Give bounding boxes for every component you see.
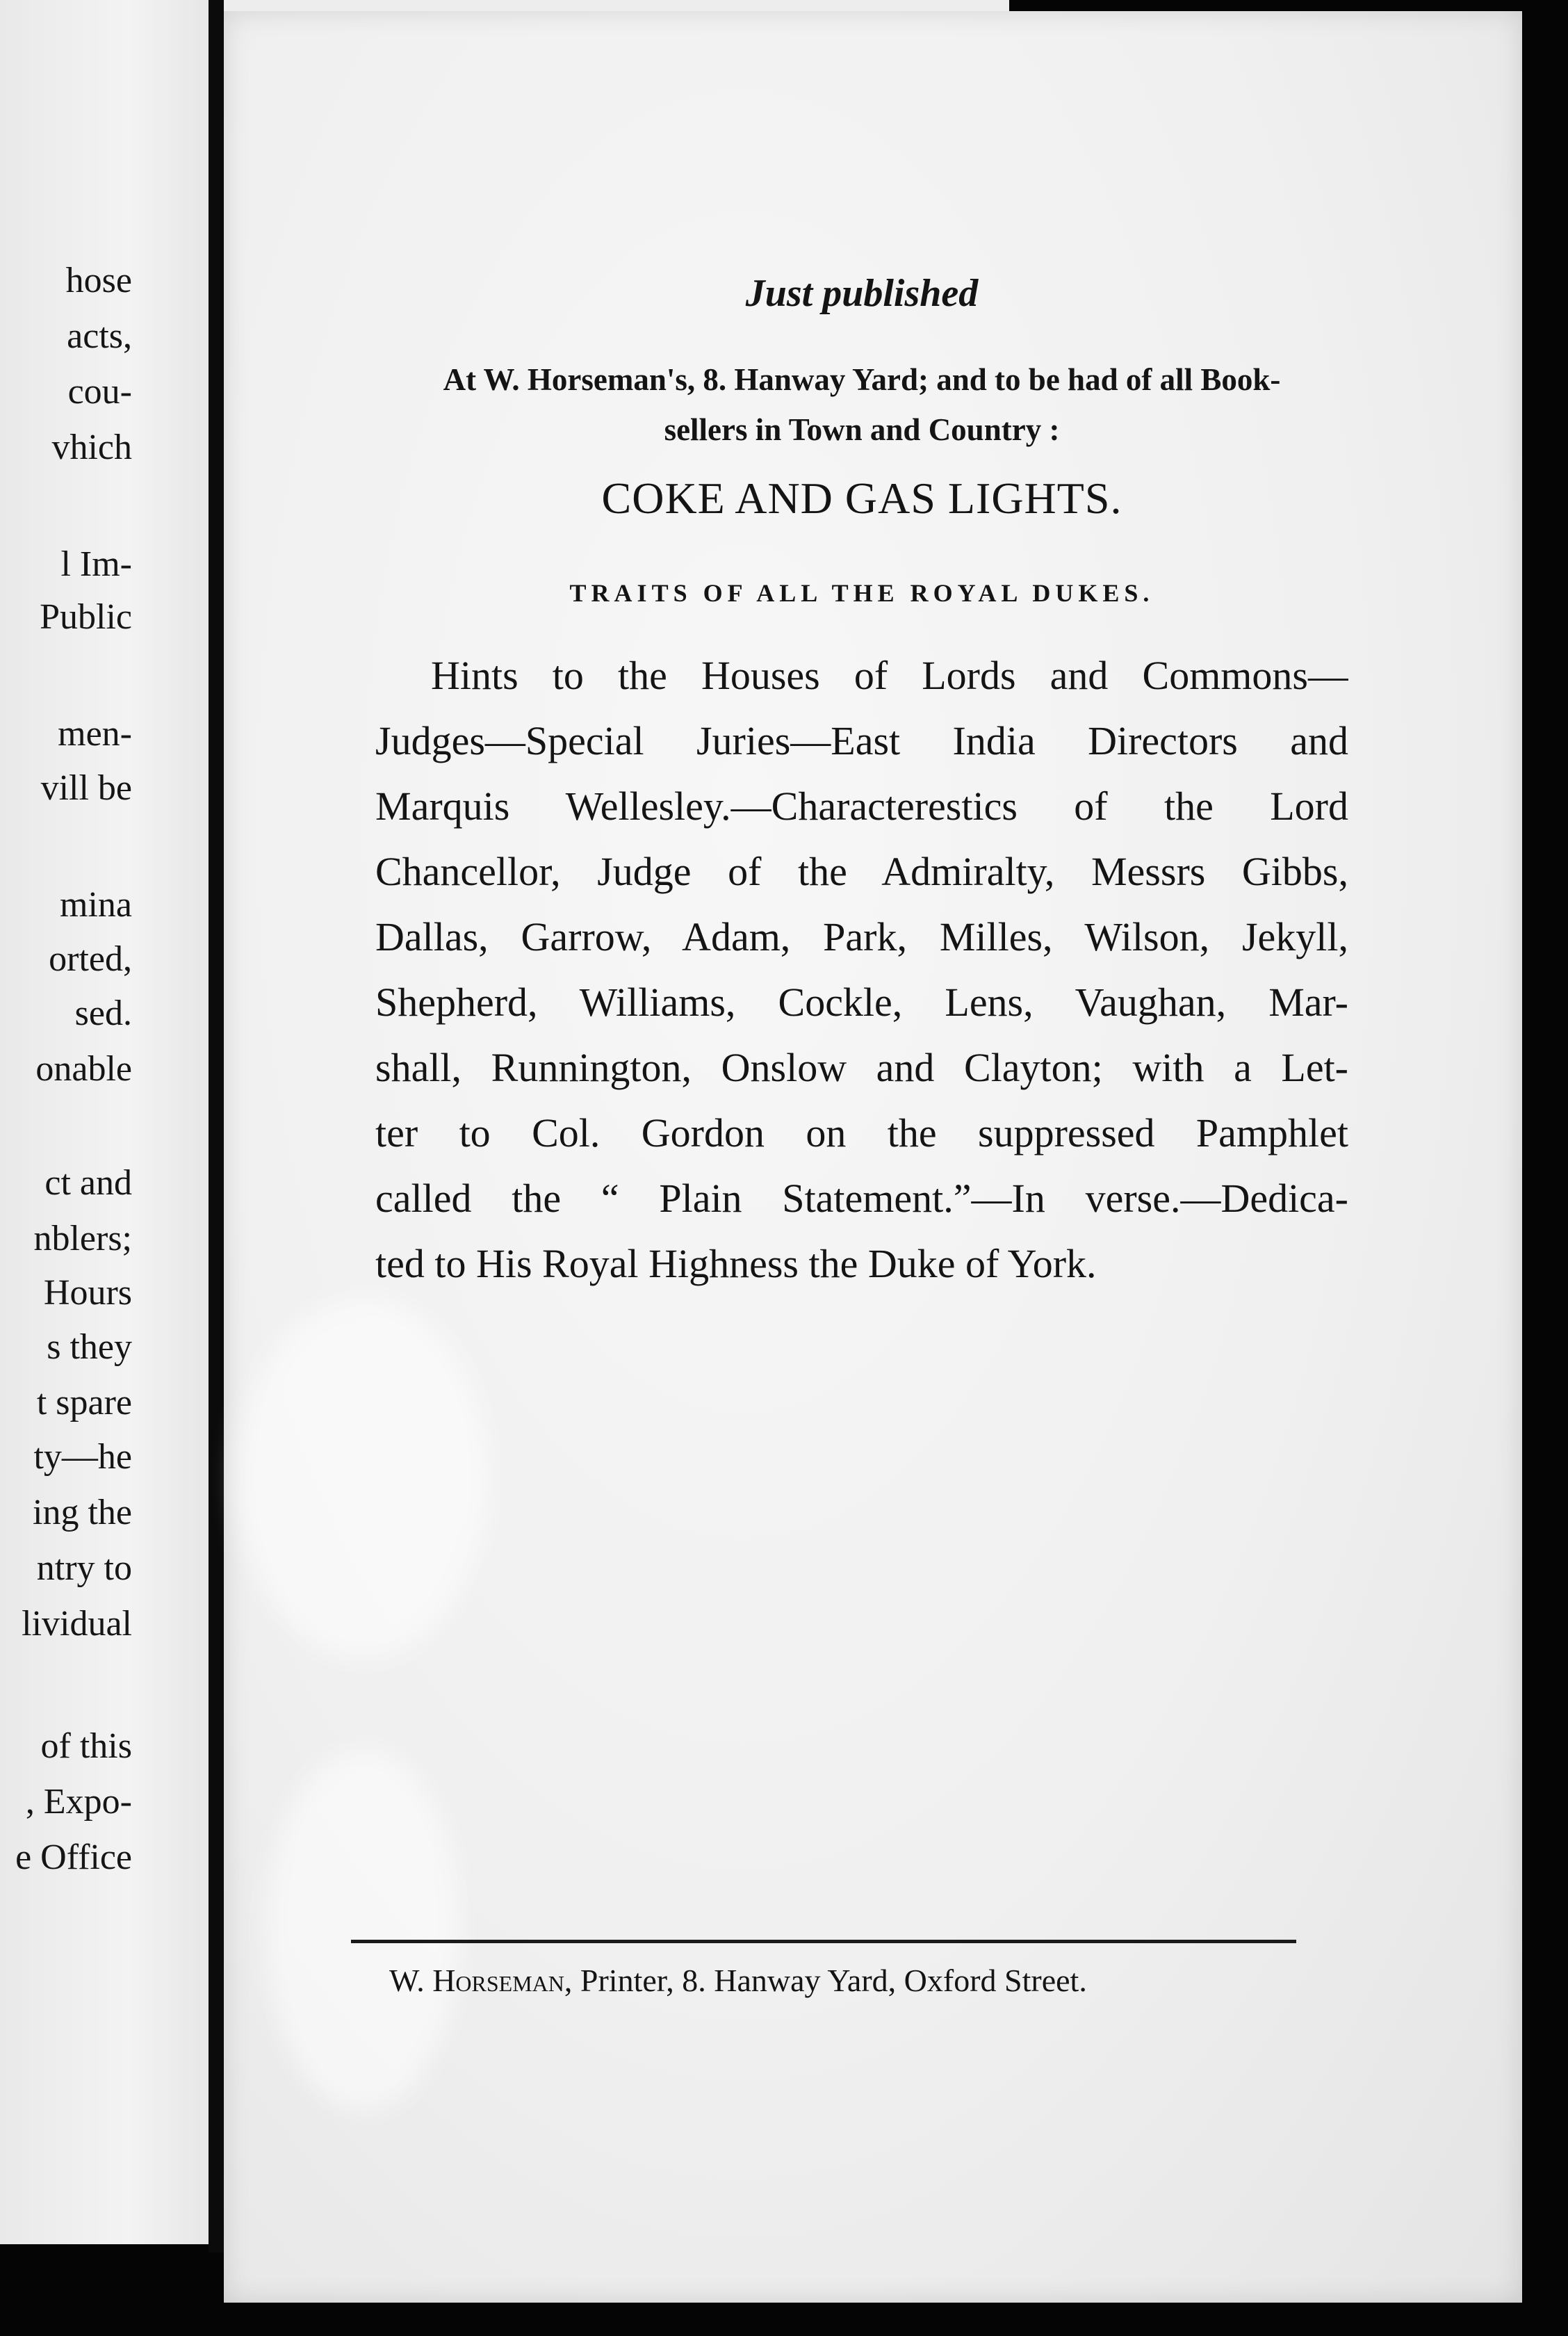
- facing-line: of this: [40, 1726, 132, 1766]
- description-line: Shepherd, Williams, Cockle, Lens, Vaughan, Mar-: [375, 980, 1348, 1025]
- facing-page: [0, 0, 214, 2244]
- facing-line: sed.: [74, 993, 132, 1033]
- facing-line: e Office: [15, 1838, 132, 1877]
- scan-border: [1522, 0, 1568, 2336]
- facing-line: ct and: [44, 1163, 132, 1203]
- printer-address: Printer, 8. Hanway Yard, Oxford Street.: [580, 1963, 1087, 1998]
- imprint-line: At W. Horseman's, 8. Hanway Yard; and to be had of all Book-: [443, 362, 1281, 397]
- facing-line: , Expo-: [25, 1782, 132, 1822]
- facing-line: vhich: [51, 428, 132, 467]
- facing-line: acts,: [67, 316, 132, 356]
- facing-line: men-: [58, 714, 132, 754]
- facing-line: mina: [60, 885, 132, 925]
- description-line: ted to His Royal Highness the Duke of York.: [375, 1241, 1097, 1286]
- facing-line: Hours: [43, 1273, 132, 1313]
- facing-line: onable: [35, 1049, 132, 1089]
- description-line: Chancellor, Judge of the Admiralty, Messrs Gibbs,: [375, 849, 1348, 894]
- description-line: shall, Runnington, Onslow and Clayton; with a Let-: [375, 1045, 1348, 1090]
- facing-line: orted,: [49, 939, 132, 979]
- description-line: Hints to the Houses of Lords and Commons—: [431, 653, 1348, 698]
- facing-line: t spare: [36, 1383, 132, 1422]
- description-line: Judges—Special Juries—East India Directors and: [375, 718, 1348, 763]
- facing-line: ty—he: [33, 1437, 132, 1477]
- facing-line: hose: [65, 261, 132, 300]
- facing-line: ntry to: [36, 1548, 132, 1588]
- facing-line: vill be: [40, 768, 132, 808]
- work-subtitle: TRAITS OF ALL THE ROYAL DUKES.: [569, 579, 1154, 607]
- imprint-line: sellers in Town and Country :: [664, 412, 1060, 447]
- facing-line: cou-: [67, 372, 132, 412]
- work-title: COKE AND GAS LIGHTS.: [601, 473, 1122, 523]
- description-line: ter to Col. Gordon on the suppressed Pamphlet: [375, 1110, 1348, 1155]
- facing-line: lividual: [22, 1604, 132, 1644]
- printer-colophon: [389, 1962, 1279, 1999]
- imprint: [375, 355, 1348, 455]
- facing-line: ing the: [33, 1493, 132, 1532]
- description-line: called the “ Plain Statement.”—In verse.—Dedica-: [375, 1176, 1348, 1221]
- book-gutter: [209, 0, 224, 2253]
- description-line: Dallas, Garrow, Adam, Park, Milles, Wilson, Jekyll,: [375, 914, 1348, 959]
- printer-name: W. Horseman,: [389, 1963, 573, 1998]
- facing-line: l Im-: [60, 544, 132, 584]
- paper-stain: [238, 1297, 488, 1659]
- facing-line: Public: [40, 597, 132, 637]
- heading-just-published: Just published: [745, 272, 979, 315]
- facing-line: s they: [47, 1327, 132, 1367]
- paper-stain: [266, 1749, 460, 2111]
- footer-rule: [351, 1940, 1296, 1943]
- description-paragraph: [375, 643, 1348, 1297]
- description-line: Marquis Wellesley.—Characterestics of the Lord: [375, 784, 1348, 829]
- facing-line: nblers;: [33, 1219, 132, 1258]
